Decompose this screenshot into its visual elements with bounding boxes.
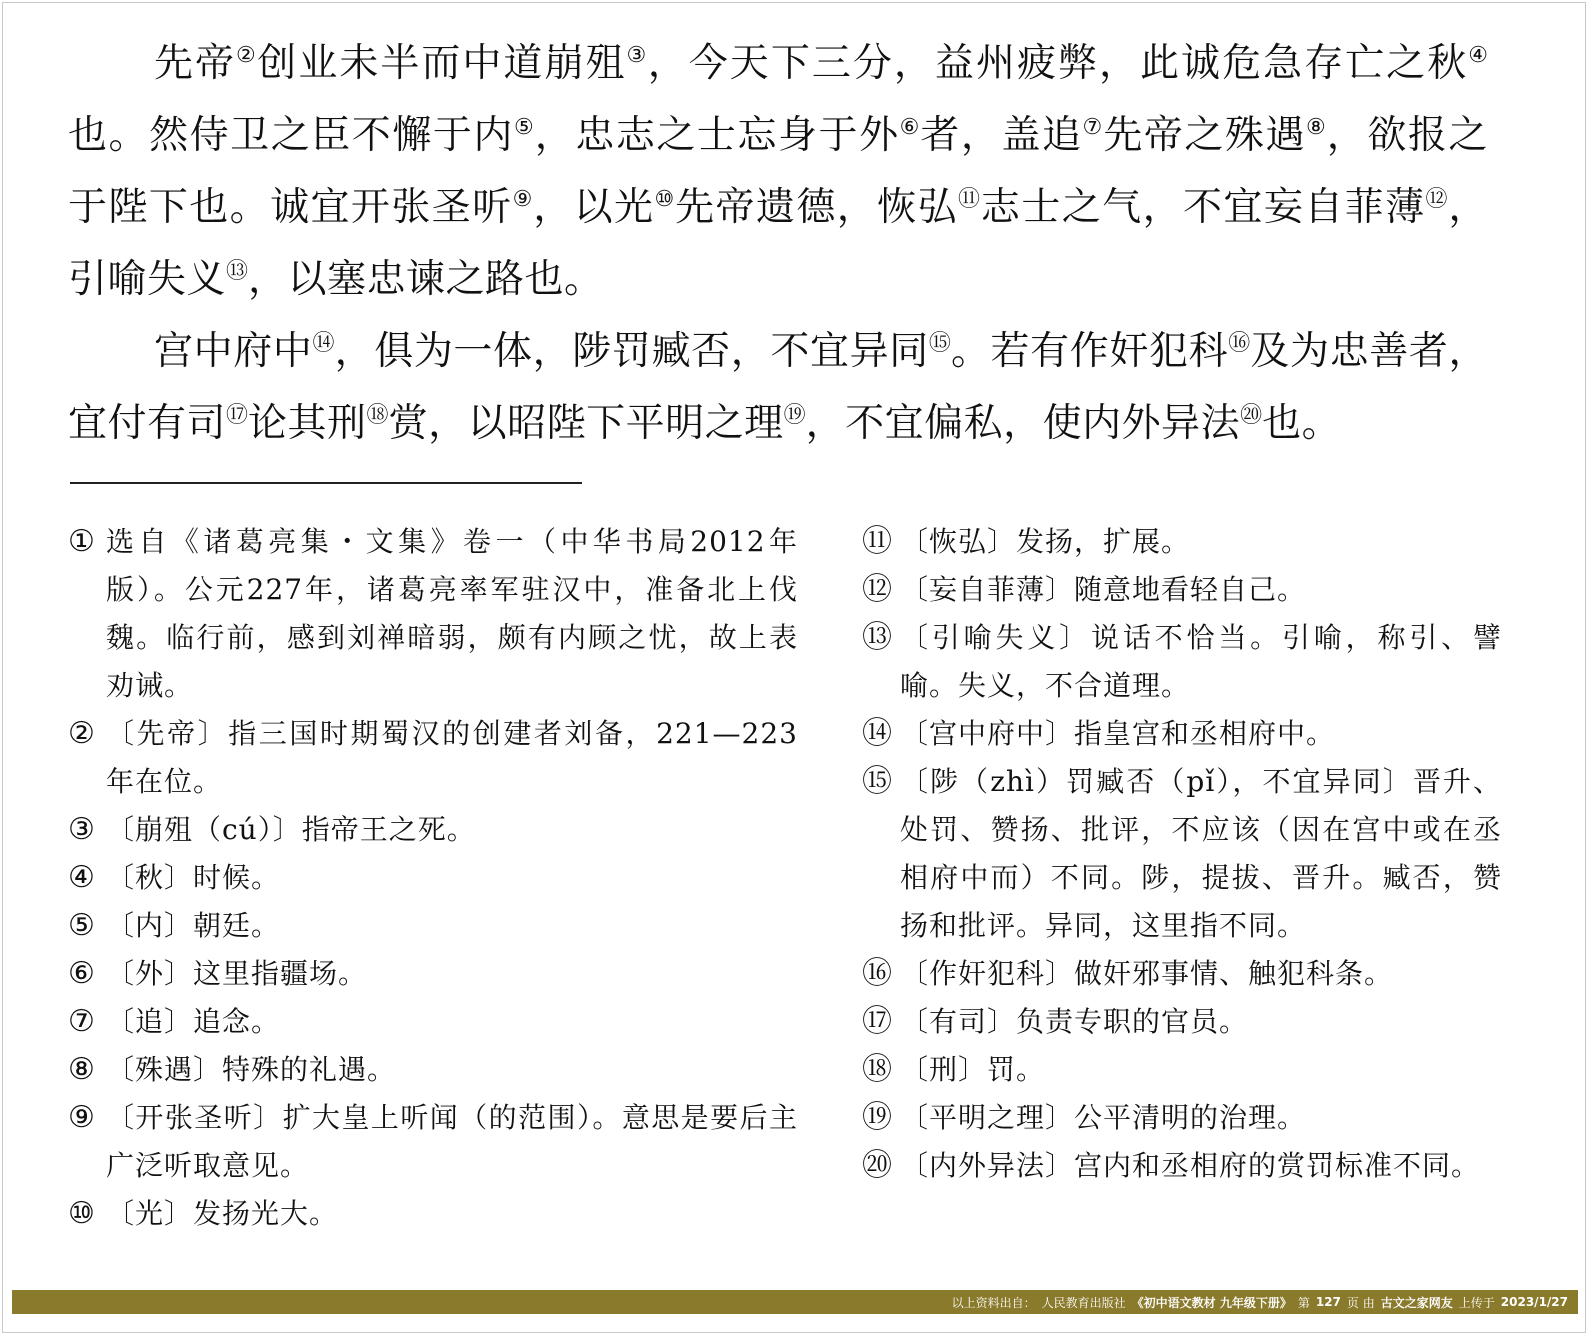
footnote-text: 〔崩殂（cú）〕指帝王之死。 [106, 813, 476, 846]
note-reference-marker: ⑩ [654, 187, 676, 212]
footnote-text: 〔秋〕时候。 [106, 861, 281, 894]
footnote [862, 1142, 1502, 1190]
footnote [862, 614, 1502, 710]
footnote-text: 〔追〕追念。 [106, 1005, 281, 1038]
footnote [862, 518, 1502, 566]
footnote-text: 〔恢弘〕发扬，扩展。 [900, 525, 1191, 558]
footnote-text: 〔宫中府中〕指皇宫和丞相府中。 [900, 717, 1336, 750]
footnote [68, 1094, 798, 1190]
note-reference-marker: ⑫ [1425, 187, 1449, 212]
footnote [862, 1094, 1502, 1142]
footnote [68, 854, 798, 902]
main-text-segment: 志士之气，不宜妄自菲薄 [980, 185, 1426, 230]
footnote-number: ⑬ [862, 620, 893, 655]
main-text-segment: ，不宜偏私，使内外异法 [805, 401, 1241, 446]
footnote-number: ② [68, 716, 96, 751]
footnote [68, 1190, 798, 1238]
footnote-number: ⑥ [68, 956, 96, 991]
footnote-number: ① [68, 524, 96, 559]
note-reference-marker: ⑳ [1240, 403, 1263, 428]
note-reference-marker: ② [236, 43, 258, 68]
footnote-number: ⑤ [68, 908, 96, 943]
footnote-number: ⑫ [862, 572, 893, 607]
footnote [862, 710, 1502, 758]
main-text-segment: ，俱为一体，陟罚臧否，不宜异同 [334, 329, 929, 374]
main-text [68, 28, 1488, 460]
footer-book: 《初中语文教材 九年级下册》 [1131, 1295, 1292, 1310]
notes-left-column [68, 518, 798, 1238]
footnote-text: 〔妄自菲薄〕随意地看轻自己。 [900, 573, 1307, 606]
footnote [68, 1046, 798, 1094]
note-reference-marker: ⑯ [1228, 331, 1251, 356]
footnote-text: 〔引喻失义〕说话不恰当。引喻，称引、譬喻。失义，不合道理。 [900, 621, 1502, 702]
footnote-number: ⑯ [862, 956, 893, 991]
footer-page-number: 127 [1315, 1295, 1341, 1309]
footnote-text: 〔光〕发扬光大。 [106, 1197, 339, 1230]
footnote [862, 758, 1502, 950]
main-text-segment: ，忠志之士忘身于外 [534, 113, 900, 158]
footnote-number: ⑨ [68, 1100, 96, 1135]
main-text-segment: 论其刑 [248, 401, 367, 446]
footer-publisher: 人民教育出版社 [1041, 1295, 1126, 1310]
main-text-segment: 创业未半而中道崩殂 [257, 41, 627, 86]
footer-source-label: 以上资料出自： [951, 1295, 1036, 1310]
notes-right-column [862, 518, 1502, 1190]
note-reference-marker: ⑥ [899, 115, 921, 140]
footnote [68, 902, 798, 950]
footnote-number: ④ [68, 860, 96, 895]
footnote-number: ⑦ [68, 1004, 96, 1039]
footnote [68, 710, 798, 806]
footer-page-suffix: 页 由 [1346, 1295, 1375, 1310]
main-text-segment: 也。 [1262, 401, 1342, 446]
footnote-text: 〔内外异法〕宫内和丞相府的赏罚标准不同。 [900, 1149, 1481, 1182]
footnote [862, 950, 1502, 998]
footer-page-prefix: 第 [1297, 1295, 1310, 1310]
paragraph-1 [68, 28, 1488, 316]
footnote-divider [70, 482, 582, 484]
footnote [862, 566, 1502, 614]
footnote-text: 〔作奸犯科〕做奸邪事情、触犯科条。 [900, 957, 1394, 990]
note-reference-marker: ⑨ [512, 187, 534, 212]
note-reference-marker: ⑱ [366, 403, 389, 428]
footnote-number: ⑰ [862, 1004, 893, 1039]
footnote [68, 518, 798, 710]
main-text-segment: ，今天下三分，益州疲弊，此诚危急存亡之秋 [647, 41, 1469, 86]
source-footer-bar [12, 1290, 1578, 1314]
note-reference-marker: ⑧ [1306, 115, 1327, 140]
footnote-text: 〔殊遇〕特殊的礼遇。 [106, 1053, 397, 1086]
footnote-text: 〔有司〕负责专职的官员。 [900, 1005, 1249, 1038]
footnote-text: 〔陟（zhì）罚臧否（pǐ），不宜异同〕晋升、处罚、赞扬、批评，不应该（因在宫中或在丞相府中而）不同。陟，提拔、晋升。臧否，赞扬和批评。异同，这里指不同。 [900, 765, 1502, 942]
note-reference-marker: ⑦ [1082, 115, 1104, 140]
footer-upload-label: 上传于 [1458, 1295, 1495, 1310]
note-reference-marker: ⑲ [783, 403, 806, 428]
footnote-text: 〔外〕这里指疆场。 [106, 957, 368, 990]
footnote-number: ⑭ [862, 716, 893, 751]
footnote-number: ③ [68, 812, 96, 847]
footnote-number: ⑧ [68, 1052, 96, 1087]
footnote-number: ⑳ [862, 1148, 893, 1183]
paragraph-2 [68, 316, 1488, 460]
main-text-segment: ，欲报之于陛下也。诚宜开张圣听 [68, 113, 1488, 230]
footnote-text: 〔刑〕罚。 [900, 1053, 1046, 1086]
note-reference-marker: ⑮ [928, 331, 951, 356]
main-text-segment: ，以塞忠谏之路也。 [248, 257, 604, 302]
footnote [68, 950, 798, 998]
footnote-text: 〔内〕朝廷。 [106, 909, 281, 942]
main-text-segment: 先帝之殊遇 [1103, 113, 1307, 158]
footnote [862, 1046, 1502, 1094]
note-reference-marker: ⑭ [312, 331, 335, 356]
main-text-segment: 及为忠善者，宜付有司 [68, 329, 1488, 446]
main-text-segment: 先帝 [154, 41, 237, 86]
footnote-number: ⑪ [862, 524, 893, 559]
footnote [68, 998, 798, 1046]
main-text-segment: 宫中府中 [154, 329, 313, 374]
main-text-segment: ，引喻失义 [68, 185, 1488, 302]
note-reference-marker: ⑬ [226, 259, 249, 284]
note-reference-marker: ⑪ [958, 187, 981, 212]
note-reference-marker: ⑰ [226, 403, 249, 428]
footnote-text: 〔平明之理〕公平清明的治理。 [900, 1101, 1307, 1134]
main-text-segment: ，以光 [533, 185, 655, 230]
main-text-segment: 者，盖追 [920, 113, 1083, 158]
footnote-number: ⑩ [68, 1196, 96, 1231]
footnote-text: 〔开张圣听〕扩大皇上听闻（的范围）。意思是要后主广泛听取意见。 [106, 1101, 798, 1182]
main-text-segment: 赏，以昭陛下平明之理 [388, 401, 784, 446]
footnote [862, 998, 1502, 1046]
note-reference-marker: ⑤ [513, 115, 535, 140]
main-text-segment: 先帝遗德，恢弘 [675, 185, 958, 230]
footer-date: 2023/1/27 [1500, 1295, 1568, 1309]
note-reference-marker: ③ [626, 43, 648, 68]
footnote-text: 选自《诸葛亮集・文集》卷一（中华书局2012年版）。公元227年，诸葛亮率军驻汉中，准备北上伐魏。临行前，感到刘禅暗弱，颇有内顾之忧，故上表劝诫。 [106, 525, 798, 702]
main-text-segment: 。若有作奸犯科 [950, 329, 1229, 374]
footer-uploader: 古文之家网友 [1380, 1295, 1453, 1310]
main-text-segment: 也。然侍卫之臣不懈于内 [68, 113, 514, 158]
footnote-number: ⑱ [862, 1052, 893, 1087]
note-reference-marker: ④ [1468, 43, 1488, 68]
footnote-text: 〔先帝〕指三国时期蜀汉的创建者刘备，221—223年在位。 [106, 717, 798, 798]
footnote-number: ⑲ [862, 1100, 893, 1135]
footnote [68, 806, 798, 854]
footnote-number: ⑮ [862, 764, 893, 799]
